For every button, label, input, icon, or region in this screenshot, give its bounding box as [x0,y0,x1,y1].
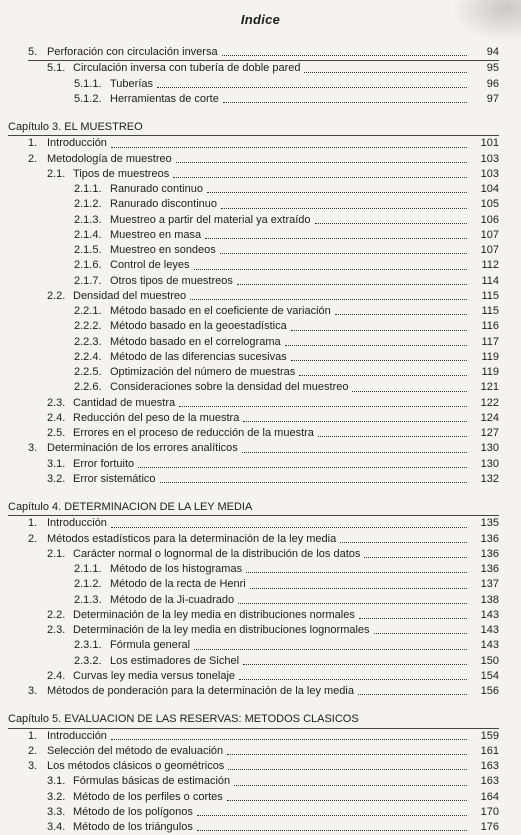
entry-label: Método de los histogramas [110,563,243,575]
entry-number: 3.1. [47,775,66,788]
toc-entry [0,45,521,60]
chapter-title: Capítulo 5. EVALUACION DE LAS RESERVAS: METODOS CLASICOS [8,713,359,726]
toc-entry [0,258,521,273]
toc-entry [0,182,521,197]
entry-label: Muestreo a partir del material ya extraído [110,213,311,226]
entry-number: 3. [28,760,38,772]
page-number: 103 [480,152,499,165]
page-number: 143 [480,608,499,621]
dot-leader [157,86,467,88]
entry-number: 1. [28,517,38,530]
entry-label: Herramientas de corte [110,92,219,105]
dot-leader [228,768,467,770]
page-number: 117 [481,335,499,348]
dot-leader [239,678,467,680]
entry-label: Método de los polígonos [73,805,193,818]
page-number: 137 [480,578,499,591]
entry-label: Métodos de ponderación para la determinación de la ley media [47,685,354,697]
toc-entry [0,136,521,151]
entry-number: 2.5. [47,427,66,439]
page-number: 136 [480,532,499,545]
entry-label: Selección del método de evaluación [47,744,224,757]
dot-leader [243,663,467,665]
entry-label: Los métodos clásicos o geométricos [47,760,225,772]
entry-label: Otros tipos de muestreos [110,274,233,287]
dot-leader [111,146,467,148]
entry-number: 2.3.2. [74,654,102,667]
toc-entry [0,547,521,562]
dot-leader [358,693,467,695]
page-number: 127 [480,427,499,439]
entry-label: Determinación de la ley media en distribuciones normales [73,608,355,621]
dot-leader [138,466,467,468]
entry-label: Determinación de la ley media en distribuciones lognormales [73,624,370,636]
entry-label: Ranurado discontinuo [110,198,218,211]
toc-entry [0,228,521,243]
entry-number: 2.4. [47,669,66,682]
toc-entry [0,669,521,684]
entry-number: 2.1. [47,547,66,560]
toc-entry [0,790,521,805]
page-number: 150 [480,654,499,667]
toc-entry [0,820,521,835]
entry-label: Fórmulas básicas de estimación [73,775,231,788]
dot-leader [111,738,467,740]
entry-label: Circulación inversa con tubería de doble pared [73,62,301,75]
entry-number: 5.1.1. [74,77,102,90]
entry-label: Muestreo en masa [110,228,202,241]
dot-leader [364,556,467,558]
page-number: 119 [481,366,499,378]
page-number: 156 [480,685,499,697]
page-number: 103 [480,167,499,180]
page-number: 119 [481,350,499,363]
toc-entry [0,92,521,107]
page-number: 130 [480,442,499,455]
page-title: Indice [240,12,281,27]
entry-number: 2.3. [47,624,66,636]
chapter-heading [0,500,521,515]
page-number: 105 [480,198,499,211]
entry-number: 2.1.3. [74,593,102,606]
entry-label: Consideraciones sobre la densidad del muestreo [110,381,349,394]
entry-number: 1. [28,137,38,150]
toc-entry [0,623,521,638]
dot-leader [176,161,467,163]
dot-leader [242,451,467,453]
entry-label: Muestreo en sondeos [110,244,216,256]
dot-leader [190,298,467,300]
page-number: 143 [480,639,499,652]
page-number: 97 [486,92,499,105]
page-number: 107 [480,244,499,256]
toc-entry [0,472,521,487]
toc-entry [0,411,521,426]
entry-label: Métodos estadísticos para la determinación de la ley media [47,532,337,545]
toc-entry [0,608,521,623]
entry-number: 2.2.6. [74,381,102,394]
entry-number: 2.4. [47,411,66,424]
toc-entry [0,684,521,699]
entry-label: Determinación de los errores analíticos [47,442,238,455]
page-number: 164 [480,790,499,803]
chapter-title: Capítulo 3. EL MUESTREO [8,121,143,133]
page-number: 96 [486,77,499,90]
entry-number: 3.2. [47,472,66,485]
entry-number: 3. [28,442,38,455]
toc-entry [0,562,521,577]
entry-number: 3.2. [47,790,66,803]
toc-entry [0,77,521,92]
page-number: 170 [480,805,499,818]
toc-entry [0,593,521,608]
page-number: 154 [480,669,499,682]
entry-number: 2.1. [47,167,66,180]
entry-label: Curvas ley media versus tonelaje [73,669,236,682]
entry-label: Método de las diferencias sucesivas [110,350,287,363]
toc-entry [0,744,521,759]
dot-leader [291,359,467,361]
page-number: 94 [486,46,499,58]
page-number: 143 [480,624,499,636]
entry-number: 2. [28,152,38,165]
page-number: 107 [480,228,499,241]
entry-label: Ranurado continuo [110,183,203,195]
dot-leader [111,526,467,528]
entry-label: Error sistemático [73,472,156,485]
page-number: 159 [480,729,499,742]
entry-number: 2.3.1. [74,639,102,652]
dot-leader [340,541,467,543]
page-number: 106 [480,213,499,226]
dot-leader [234,784,467,786]
toc-entry [0,304,521,319]
page-number: 135 [480,517,499,530]
entry-number: 2.2. [47,608,66,621]
entry-number: 2.1.3. [74,213,102,226]
entry-label: Perforación con circulación inversa [47,46,218,58]
dot-leader [197,829,467,831]
toc-entry [0,243,521,258]
entry-number: 2.2.4. [74,350,102,363]
page-number: 124 [480,411,499,424]
entry-number: 3. [28,685,38,697]
entry-label: Método basado en el coeficiente de variación [110,305,331,317]
entry-number: 2.2.2. [74,320,102,333]
page-number: 138 [480,593,499,606]
toc-entry [0,289,521,304]
dot-leader [352,390,467,392]
entry-number: 2.1.6. [74,259,102,272]
entry-number: 2.1.2. [74,198,102,211]
entry-label: Método de la Ji-cuadrado [110,593,235,606]
toc-entry [0,805,521,820]
entry-number: 2.1.7. [74,274,102,287]
dot-leader [222,54,467,56]
entry-label: Reducción del peso de la muestra [73,411,240,424]
entry-label: Introducción [47,517,107,530]
dot-leader [318,435,467,437]
entry-number: 2.2.1. [74,305,102,317]
entry-number: 1. [28,729,38,742]
page-number: 163 [480,775,499,788]
entry-number: 5.1. [47,62,66,75]
entry-label: Introducción [47,729,107,742]
dot-leader [285,344,467,346]
page-number: 163 [480,760,499,772]
entry-label: Tipos de muestreos [73,167,170,180]
entry-number: 5. [28,46,38,58]
toc-entry [0,167,521,182]
toc-entry [0,319,521,334]
dot-leader [315,222,467,224]
page-number: 104 [480,183,499,195]
entry-label: Metodología de muestreo [47,152,172,165]
toc-entry [0,396,521,411]
entry-label: Cantidad de muestra [73,396,176,409]
dot-leader [194,648,467,650]
entry-number: 2.1.1. [74,183,102,195]
dot-leader [221,207,467,209]
toc-entry [0,61,521,76]
page-number: 161 [480,744,499,757]
dot-leader [335,313,467,315]
entry-label: Carácter normal o lognormal de la distribución de los datos [73,547,361,560]
page-number: 114 [481,274,499,287]
page-number: 95 [486,62,499,75]
toc-entry [0,441,521,456]
toc-entry [0,197,521,212]
toc-entry [0,532,521,547]
dot-leader [250,587,467,589]
page-number: 121 [480,381,499,394]
toc-entry [0,577,521,592]
dot-leader [359,617,467,619]
dot-leader [291,329,467,331]
entry-label: Introducción [47,137,107,150]
entry-label: Método de los triángulos [73,821,193,833]
page-number: 136 [480,547,499,560]
entry-number: 3.1. [47,457,66,470]
entry-number: 2.2. [47,289,66,302]
page-number: 136 [480,563,499,575]
entry-label: Método de los perfiles o cortes [73,790,223,803]
toc-entry [0,729,521,744]
dot-leader [237,283,467,285]
entry-number: 2.2.5. [74,366,102,378]
toc-entry [0,516,521,531]
page-number: 116 [481,320,499,333]
page-number: 176 [480,821,499,833]
chapter-heading [0,712,521,727]
page-number: 112 [481,259,499,272]
toc-entry [0,350,521,365]
page-number: 132 [480,472,499,485]
dot-leader [220,252,467,254]
dot-leader [227,753,467,755]
chapter-title: Capítulo 4. DETERMINACION DE LA LEY MEDIA [8,501,253,513]
entry-label: Fórmula general [110,639,191,652]
entry-label: Método de la recta de Henri [110,578,246,591]
entry-label: Tuberías [110,77,154,90]
toc-entry [0,426,521,441]
toc-entry [0,457,521,472]
toc-entry [0,380,521,395]
dot-leader [205,237,467,239]
dot-leader [374,632,467,634]
dot-leader [238,602,467,604]
entry-label: Errores en el proceso de reducción de la muestra [73,427,314,439]
toc-entry [0,213,521,228]
dot-leader [223,101,467,103]
dot-leader [246,571,467,573]
dot-leader [160,481,467,483]
page-number: 115 [481,305,499,317]
toc-entry [0,654,521,669]
entry-label: Error fortuito [73,457,135,470]
toc-entry [0,335,521,350]
page-number: 130 [480,457,499,470]
toc-entry [0,152,521,167]
entry-label: Control de leyes [110,259,190,272]
entry-number: 2.1.5. [74,244,102,256]
dot-leader [173,176,467,178]
entry-number: 2. [28,532,38,545]
entry-number: 2. [28,744,38,757]
table-of-contents [0,45,521,835]
toc-entry [0,774,521,789]
entry-label: Método basado en la geoestadística [110,320,287,333]
dot-leader [304,71,467,73]
toc-entry [0,365,521,380]
dot-leader [243,420,467,422]
entry-number: 2.1.4. [74,228,102,241]
entry-number: 3.3. [47,805,66,818]
dot-leader [299,374,467,376]
chapter-heading [0,120,521,135]
entry-label: Método basado en el correlograma [110,335,281,348]
entry-number: 2.2.3. [74,335,102,348]
entry-number: 2.3. [47,396,66,409]
page-number: 122 [480,396,499,409]
dot-leader [194,268,468,270]
entry-label: Los estimadores de Sichel [110,654,240,667]
entry-number: 2.1.1. [74,563,102,575]
entry-number: 5.1.2. [74,92,102,105]
entry-number: 3.4. [47,821,66,833]
dot-leader [207,191,467,193]
entry-label: Densidad del muestreo [73,289,187,302]
entry-number: 2.1.2. [74,578,102,591]
toc-entry [0,759,521,774]
dot-leader [179,405,467,407]
toc-entry [0,274,521,289]
dot-leader [197,814,467,816]
page-number: 101 [480,137,499,150]
toc-entry [0,638,521,653]
page-number: 115 [481,289,499,302]
entry-label: Optimización del número de muestras [110,366,296,378]
